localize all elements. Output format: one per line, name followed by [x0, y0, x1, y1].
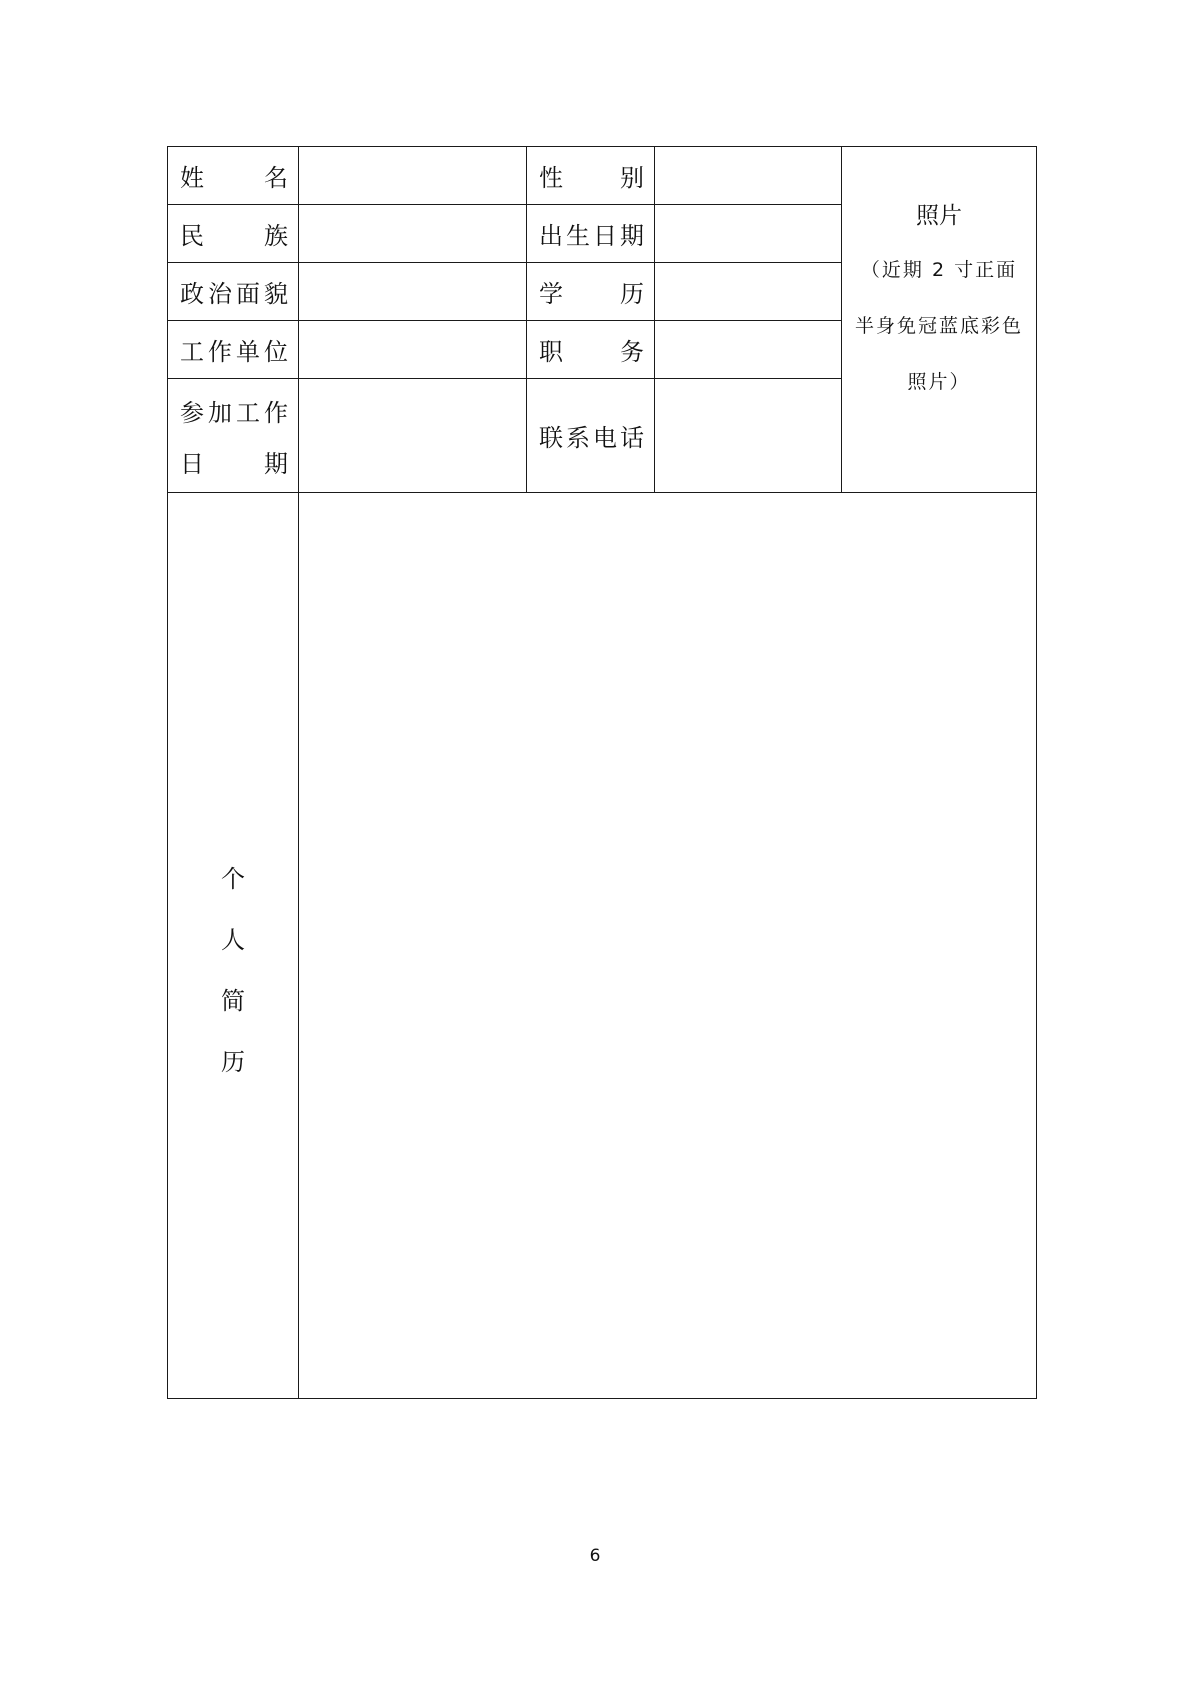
phone-field[interactable] [655, 379, 842, 493]
label-work-unit: 工 作 单 位 [168, 321, 299, 379]
registration-form-table [167, 146, 1037, 1399]
label-ethnicity: 民 族 [168, 205, 299, 263]
photo-title: 照片 [916, 203, 962, 229]
label-position: 职 务 [527, 321, 655, 379]
position-field[interactable] [655, 321, 842, 379]
label-work-start-date: 参 加 工 作 日 期 [168, 379, 299, 493]
name-field[interactable] [299, 147, 527, 205]
gender-field[interactable] [655, 147, 842, 205]
label-birth-date: 出 生 日 期 [527, 205, 655, 263]
label-phone: 联 系 电 话 [527, 379, 655, 493]
photo-placeholder[interactable] [842, 147, 1037, 493]
photo-note: （近期 2 寸正面半身免冠蓝底彩色照片） [854, 259, 1023, 393]
resume-field[interactable] [299, 493, 1037, 1399]
label-education: 学 历 [527, 263, 655, 321]
label-resume: 个 人 简 历 [168, 493, 299, 1399]
work-unit-field[interactable] [299, 321, 527, 379]
education-field[interactable] [655, 263, 842, 321]
label-name: 姓 名 [168, 147, 299, 205]
page-number: 6 [589, 1546, 601, 1566]
ethnicity-field[interactable] [299, 205, 527, 263]
label-political-status: 政 治 面 貌 [168, 263, 299, 321]
birth-date-field[interactable] [655, 205, 842, 263]
political-status-field[interactable] [299, 263, 527, 321]
work-start-date-field[interactable] [299, 379, 527, 493]
label-gender: 性 别 [527, 147, 655, 205]
